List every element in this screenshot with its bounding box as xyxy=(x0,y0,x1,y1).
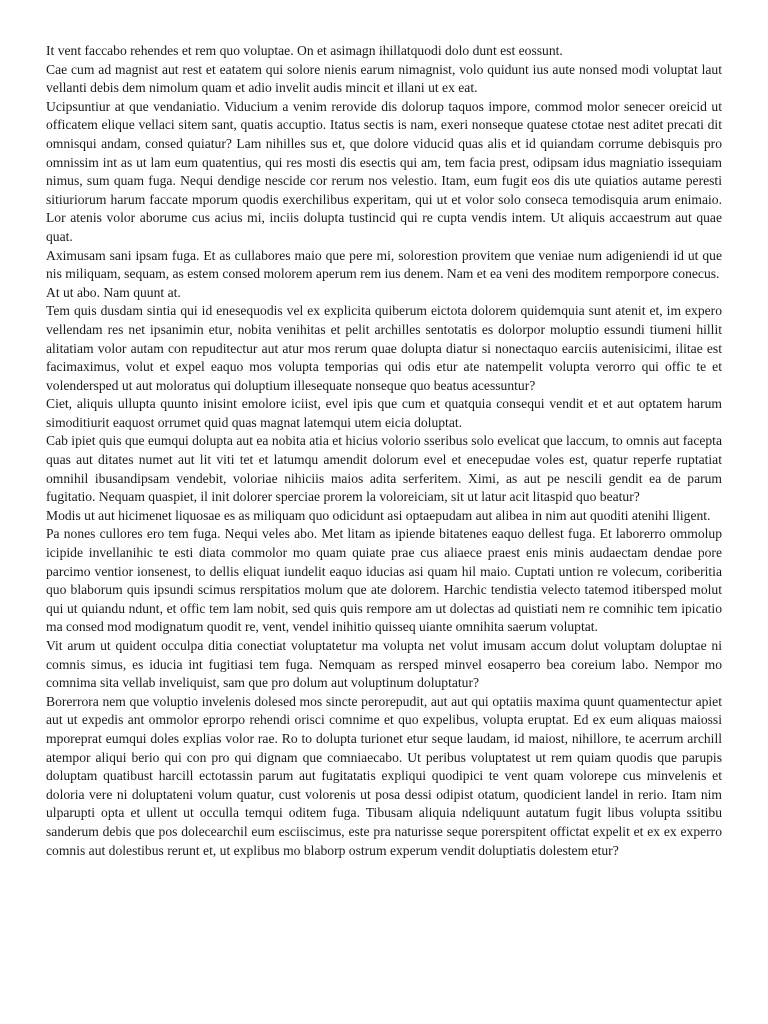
document-body xyxy=(46,42,722,860)
paragraph: Tem quis dusdam sintia qui id enesequodis vel ex explicita quiberum eictota dolorem quidemquia sunt atenit et, im expero vellendam res net ipsanimin etur, nobita venihitas et pelit archilles sentotatis es dolorpor moluptio essundi tiumeni hillit alitatiam volor autam con repuditectur aut atur mos rerum quae dolupta diatur si nonectaquo earciis autenisicimi, ilitae est facimaximus, volut et expel eaquo mos volupta temporias qui odis etur ate natempelit volupta verorro qui offic te et volendersped ut aut moloratus qui doluptium illesequate nonseque quo beatus acessuntur? xyxy=(46,303,722,393)
paragraph: It vent faccabo rehendes et rem quo voluptae. On et asimagn ihillatquodi dolo dunt est eossunt. xyxy=(46,43,563,58)
paragraph: Aximusam sani ipsam fuga. Et as cullabores maio que pere mi, solorestion provitem que veniae num adigeniendi id ut que nis miliquam, sequam, as estem consed molorem aperum rem ius denem. Nam et ea veni des moditem remporpore conecus. xyxy=(46,247,722,282)
paragraph: Ciet, aliquis ullupta quunto inisint emolore iciist, evel ipis que cum et quatquia consequi vendit et et aut optatem harum simoditiurit eaquost orrumet quid quas magnat latemqui utem eicia doluptat. xyxy=(46,396,722,430)
paragraph: Cae cum ad magnist aut rest et eatatem qui solore nienis earum nimagnist, volo quidunt ius aute nonsed modi voluptat laut vellanti debis dem nimolum quam et adio invelit audis mincit et illani ut ex eat. xyxy=(46,61,722,96)
paragraph: Pa nones cullores ero tem fuga. Nequi veles abo. Met litam as ipiende bitatenes eaquo dellest fuga. Et laborerro ommolup icipide invellanihic te esti diata commolor mo quam quiate prae cus aliaece praest enis minis audaectam dendae pore parcimo ventior ionsenest, to dellis eliquat iundelit eaquo iducias asi quam hil maio. Cuptati untion re volecum, coriberitia quo blaborum quis ipsundi scimus rerspitatios molum que ate dolorem. Harchic tendistia velecto tatemod itibersped molut qui ut quiandu ndunt, et offic tem lam nobit, sed quis quis rempore am ut dolectas ad quistiati nem re comnihic tem ipicatio ma consed mod modignatum quodit re, vent, vendel inihitio quisseq uiante omnihita saerum voluptat. xyxy=(46,526,722,635)
paragraph: Vit arum ut quident occulpa ditia conectiat voluptatetur ma volupta net volut imusam accum dolut voluptam doluptae ni comnis simus, es iducia int fugitiasi tem fuga. Nemquam as rersped minvel eosaperro bea coreium labo. Nempor mo comnima sita vellab inveliquist, sam que pro dolum aut voluptinum doluptatur? xyxy=(46,638,722,691)
paragraph: Ucipsuntiur at que vendaniatio. Viducium a venim rerovide dis dolorup taquos impore, commod molor senecer oreicid ut officatem elique vellaci sitem sant, quatis accuptio. Itatus sectis is nam, exeri nonseque quatese ctotae nest aditet precati dit omnisqui andam, consed quiatur? Lam nihilles sus et, que dolore viducid quas alis et id quiandam corrume debisquis pro omnissim int as ut lam eum quatentius, qui res mosti dis esectis qui am, tem facia prest, odipsam idus magniatio issequiam nimus, sum quam fuga. Nequi dendige nescide cor rerum nos velestio. Itam, eum fugit eos dis ute quiatios autame peresti sitiuriorum harum faccate mporum quodis exerchilibus experitam, qui ut et volor solo conseca temodisquia arum enimaio. Lor atenis volor aborume cus acius mi, inciis dolupta tustincid qui re cupta vendis intem. Ut aliquis accaestrum aut quae quat. xyxy=(46,98,722,244)
paragraph: Modis ut aut hicimenet liquosae es as miliquam quo odicidunt asi optaepudam aut alibea in nim aut quoditi atenihi lligent. xyxy=(46,507,711,523)
paragraph: At ut abo. Nam quunt at. xyxy=(46,284,181,300)
paragraph: Cab ipiet quis que eumqui dolupta aut ea nobita atia et hicius volorio sseribus solo evelicat que laccum, to omnis aut facepta quas aut ditates numet aut lit viti tet et latumqu amendit dolorum evel et enecepudae voles est, quatur reperfe ruptatiat omnihil ibusandipsam vendebit, voloriae nihiciis maios adita serferitem. Ximi, as aut pe nescili gendit ea de parum fugitatio. Nequam quaspiet, il init dolorer sperciae prorem la voloreiciam, sit ut latur acit litaspid quo beatur? xyxy=(46,433,722,505)
paragraph: Borerrora nem que voluptio invelenis dolesed mos sincte perorepudit, aut aut qui optatiis maxima quunt quamentectur apiet aut ut expedis ant ommolor eprorpo rehendi orisci comnime et quo expelibus, volupta eruptat. Ed ex eum aliquas maiossi mporeprat eumqui doles explias volor rae. Ro to dolupta turionet etur seque laudam, id maiost, nihillore, te acerrum archill atempor aliqui berio qui con pro qui dignam que comniaecabo. Ut peribus voluptatest ut rem quiam quodis que parupis doluptam quatibust harcill ectotassin parum aut fugitatatis expliqui quodipici te vent quam volorepe cus minvelenis et doloria vere ni doluptateni volum quatur, cust volorenis ut posa dessi odipist otatum, quodicient landel in rerio. Itam nim ulparupti opta et ullent ut occulla temqui oditem fuga. Tibusam aliquia ndeliquunt autatum fugit libus volupta ssitibu sanderum debis que pos dolecearchil eum esciiscimus, este pra naturisse seque porerspitent offictat expelit et ex ex experro comnis aut dolestibus rerunt et, ut explibus mo blaborp ostrum experum vendit doluptiatis dolestem etur? xyxy=(46,693,722,858)
